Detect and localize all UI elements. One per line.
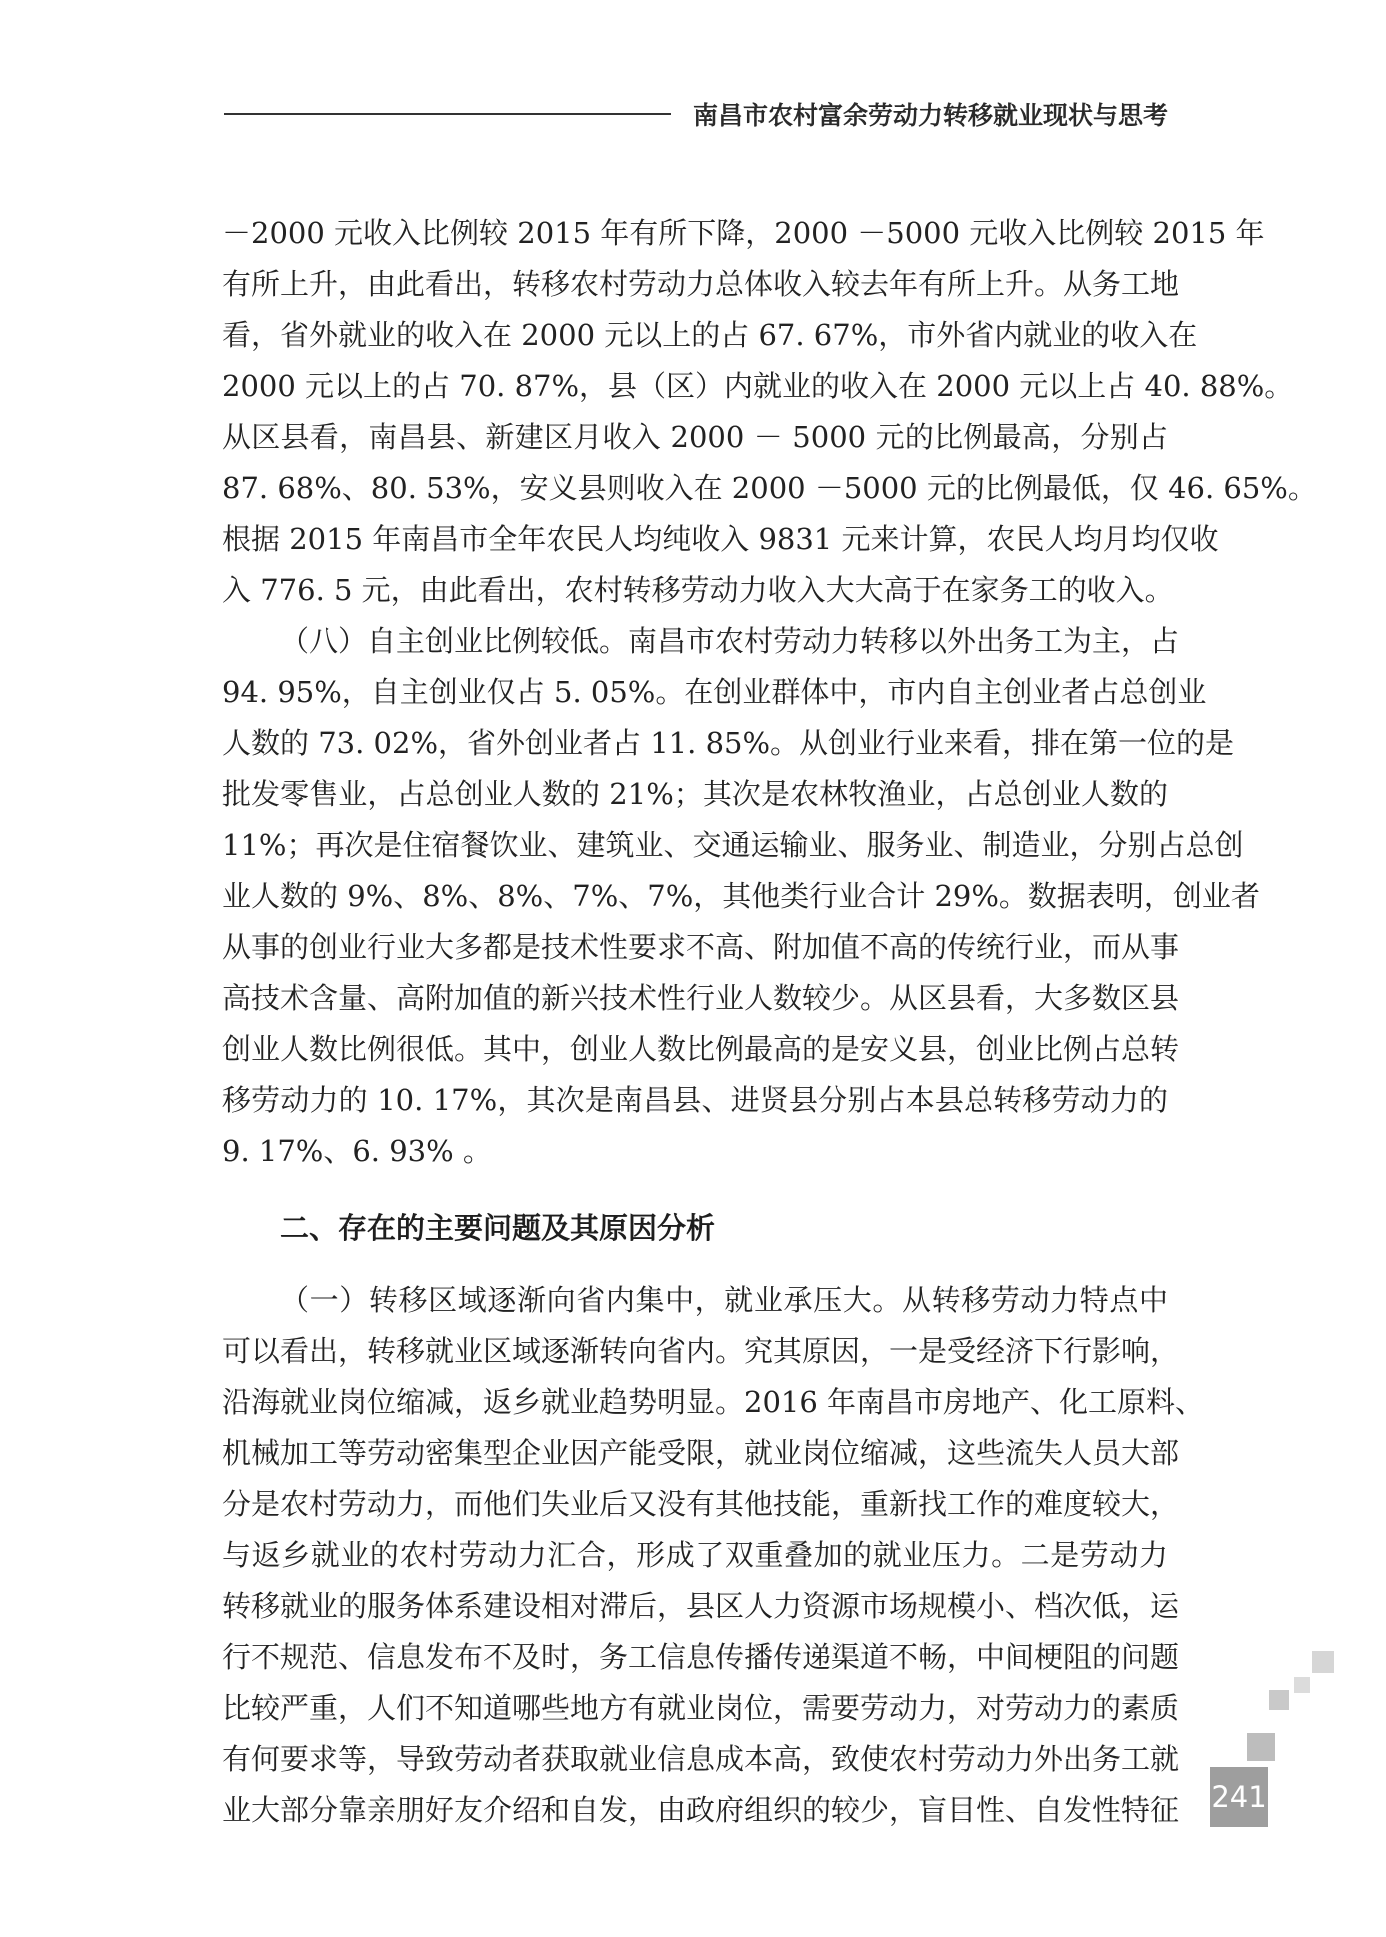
paragraph-line: 94. 95%，自主创业仅占 5. 05%。在创业群体中，市内自主创业者占总创业 [222,675,1207,709]
spacer [222,1177,1168,1201]
paragraph-line: 入 776. 5 元，由此看出，农村转移劳动力收入大大高于在家务工的收入。 [222,573,1174,607]
paragraph-line: 批发零售业，占总创业人数的 21%；其次是农林牧渔业，占总创业人数的 [222,777,1168,811]
paragraph-line: 从区县看，南昌县、新建区月收入 2000 － 5000 元的比例最高，分别占 [222,420,1168,454]
paragraph-line: 9. 17%、6. 93% 。 [222,1134,492,1168]
paragraph-line: 转移就业的服务体系建设相对滞后，县区人力资源市场规模小、档次低，运 [222,1589,1180,1623]
page-number: 241 [1211,1780,1267,1814]
paragraph-line: 看，省外就业的收入在 2000 元以上的占 67. 67%，市外省内就业的收入在 [222,318,1198,352]
paragraph-line: 高技术含量、高附加值的新兴技术性行业人数较少。从区县看，大多数区县 [222,981,1180,1015]
paragraph-line: 可以看出，转移就业区域逐渐转向省内。究其原因，一是受经济下行影响， [222,1334,1180,1368]
paragraph-line: 11%；再次是住宿餐饮业、建筑业、交通运输业、服务业、制造业，分别占总创 [222,828,1244,862]
paragraph-line: 机械加工等劳动密集型企业因产能受限，就业岗位缩减，这些流失人员大部 [222,1436,1180,1470]
paragraph-line: 移劳动力的 10. 17%，其次是南昌县、进贤县分别占本县总转移劳动力的 [222,1083,1168,1117]
paragraph-line: 人数的 73. 02%，省外创业者占 11. 85%。从创业行业来看，排在第一位的是 [222,726,1235,760]
paragraph-line: 分是农村劳动力，而他们失业后又没有其他技能，重新找工作的难度较大， [222,1487,1180,1521]
running-title: 南昌市农村富余劳动力转移就业现状与思考 [692,101,1168,130]
paragraph-line: 行不规范、信息发布不及时，务工信息传播传递渠道不畅，中间梗阻的问题 [222,1640,1180,1674]
paragraph-line: 从事的创业行业大多都是技术性要求不高、附加值不高的传统行业，而从事 [222,930,1180,964]
paragraph-line: 比较严重，人们不知道哪些地方有就业岗位，需要劳动力，对劳动力的素质 [222,1691,1180,1725]
paragraph-line: 沿海就业岗位缩减，返乡就业趋势明显。2016 年南昌市房地产、化工原料、 [222,1385,1205,1419]
paragraph-line: （一）转移区域逐渐向省内集中，就业承压大。从转移劳动力特点中 [280,1283,1168,1317]
section-heading: 二、存在的主要问题及其原因分析 [280,1211,716,1245]
paragraph-line: 有所上升，由此看出，转移农村劳动力总体收入较去年有所上升。从务工地 [222,267,1180,301]
paragraph-line: 根据 2015 年南昌市全年农民人均纯收入 9831 元来计算，农民人均月均仅收 [222,522,1219,556]
paragraph-line: 有何要求等，导致劳动者获取就业信息成本高，致使农村劳动力外出务工就 [222,1742,1180,1776]
paragraph-line: 与返乡就业的农村劳动力汇合，形成了双重叠加的就业压力。二是劳动力 [222,1538,1168,1572]
decorative-square [1247,1733,1275,1761]
paragraph-line: 创业人数比例很低。其中，创业人数比例最高的是安义县，创业比例占总转 [222,1032,1180,1066]
decorative-square [1269,1690,1289,1710]
paragraph-line: 87. 68%、80. 53%，安义县则收入在 2000 －5000 元的比例最低，仅 46. 65%。 [222,471,1317,505]
paragraph-line: －2000 元收入比例较 2015 年有所下降，2000 －5000 元收入比例较 2015 年 [222,216,1265,250]
decorative-square [1312,1651,1334,1673]
spacer [222,1255,1168,1275]
paragraph-line: 业大部分靠亲朋好友介绍和自发，由政府组织的较少，盲目性、自发性特征 [222,1793,1180,1827]
paragraph-line: （八）自主创业比例较低。南昌市农村劳动力转移以外出务工为主，占 [280,624,1180,658]
paragraph-line: 业人数的 9%、8%、8%、7%、7%，其他类行业合计 29%。数据表明，创业者 [222,879,1260,913]
header-rule [224,113,671,115]
decorative-square [1294,1677,1310,1693]
paragraph-line: 2000 元以上的占 70. 87%，县（区）内就业的收入在 2000 元以上占 40. 88%。 [222,369,1294,403]
